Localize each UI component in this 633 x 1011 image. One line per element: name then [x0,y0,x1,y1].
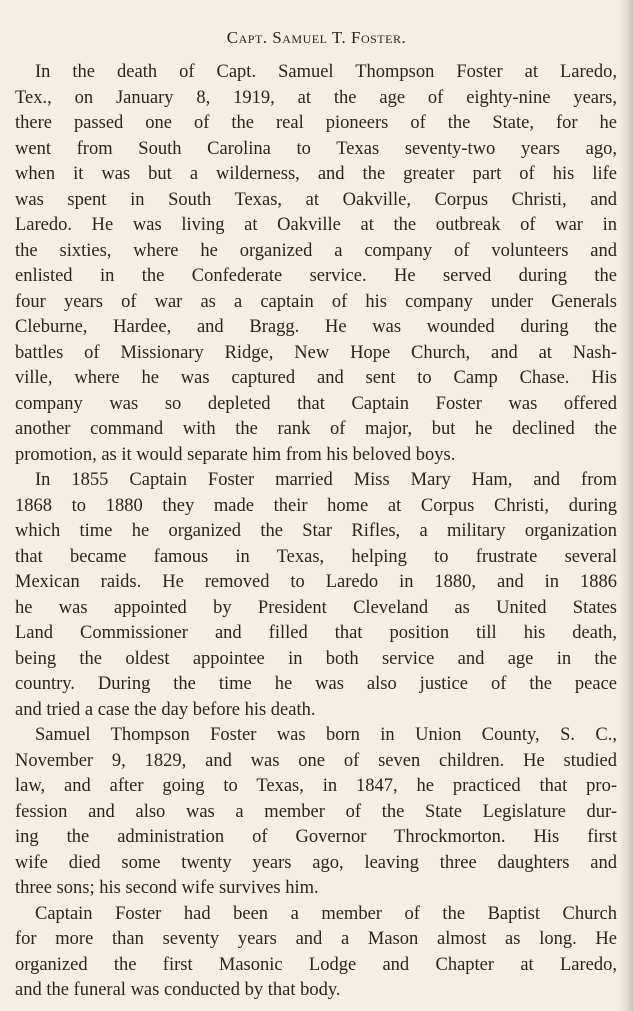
text-line: Samuel Thompson Foster was born in Union County, S. C., [35,725,617,745]
text-line: another command with the rank of major, but he declined the [15,419,617,439]
text-line: the sixties, where he organized a company of volunteers and [15,240,617,261]
text-line: law, and after going to Texas, in 1847, he practiced that pro- [15,776,617,796]
paragraph [15,468,617,723]
text-line: and tried a case the day before his death. [15,699,316,720]
text-line: which time he organized the Star Rifles, a military organization [15,521,617,541]
text-line: organized the first Masonic Lodge and Chapter at Laredo, [15,954,617,975]
text-line: fession and also was a member of the State Legislature dur- [15,801,617,822]
text-line: went from South Carolina to Texas seventy-two years ago, [15,138,617,159]
paragraph [15,902,617,1004]
text-line: Cleburne, Hardee, and Bragg. He was wounded during the [15,317,617,337]
text-line: battles of Missionary Ridge, New Hope Church, and at Nash- [15,342,617,363]
text-line: 1868 to 1880 they made their home at Corpus Christi, during [15,495,617,516]
paragraph [15,60,617,468]
text-line: ville, where he was captured and sent to Camp Chase. His [15,368,617,388]
page-edge-shadow [619,0,633,1011]
text-line: Captain Foster had been a member of the Baptist Church [35,903,617,924]
text-line: Tex., on January 8, 1919, at the age of eighty-nine years, [15,87,617,108]
text-line: November 9, 1829, and was one of seven children. He studied [15,750,617,771]
text-line: enlisted in the Confederate service. He served during the [15,266,617,286]
text-line: In the death of Capt. Samuel Thompson Foster at Laredo, [35,62,617,82]
text-line: was spent in South Texas, at Oakville, Corpus Christi, and [15,189,617,210]
text-line: Laredo. He was living at Oakville at the outbreak of war in [15,215,617,235]
text-line: country. During the time he was also justice of the peace [15,674,617,694]
text-line: there passed one of the real pioneers of the State, for he [15,113,617,133]
text-line: he was appointed by President Cleveland as United States [15,597,617,618]
text-line: being the oldest appointee in both service and age in the [15,648,617,669]
text-line: four years of war as a captain of his company under Generals [15,291,617,312]
article-title: Capt. Samuel T. Foster. [226,28,407,47]
text-line: In 1855 Captain Foster married Miss Mary Ham, and from [35,470,617,490]
text-line: when it was but a wilderness, and the greater part of his life [15,164,617,184]
article-body [15,60,617,1004]
text-line: ing the administration of Governor Throckmorton. His first [15,827,617,847]
text-line: for more than seventy years and a Mason almost as long. He [15,929,617,949]
text-line: promotion, as it would separate him from his beloved boys. [15,444,456,465]
paragraph [15,723,617,902]
text-line: three sons; his second wife survives him. [15,878,319,898]
text-line: wife died some twenty years ago, leaving three daughters and [15,852,617,873]
text-line: company was so depleted that Captain Foster was offered [15,393,617,414]
text-line: Land Commissioner and filled that position till his death, [15,623,617,643]
text-line: Mexican raids. He removed to Laredo in 1880, and in 1886 [15,572,617,592]
text-line: and the funeral was conducted by that body. [15,980,341,1000]
text-line: that became famous in Texas, helping to frustrate several [15,546,617,567]
